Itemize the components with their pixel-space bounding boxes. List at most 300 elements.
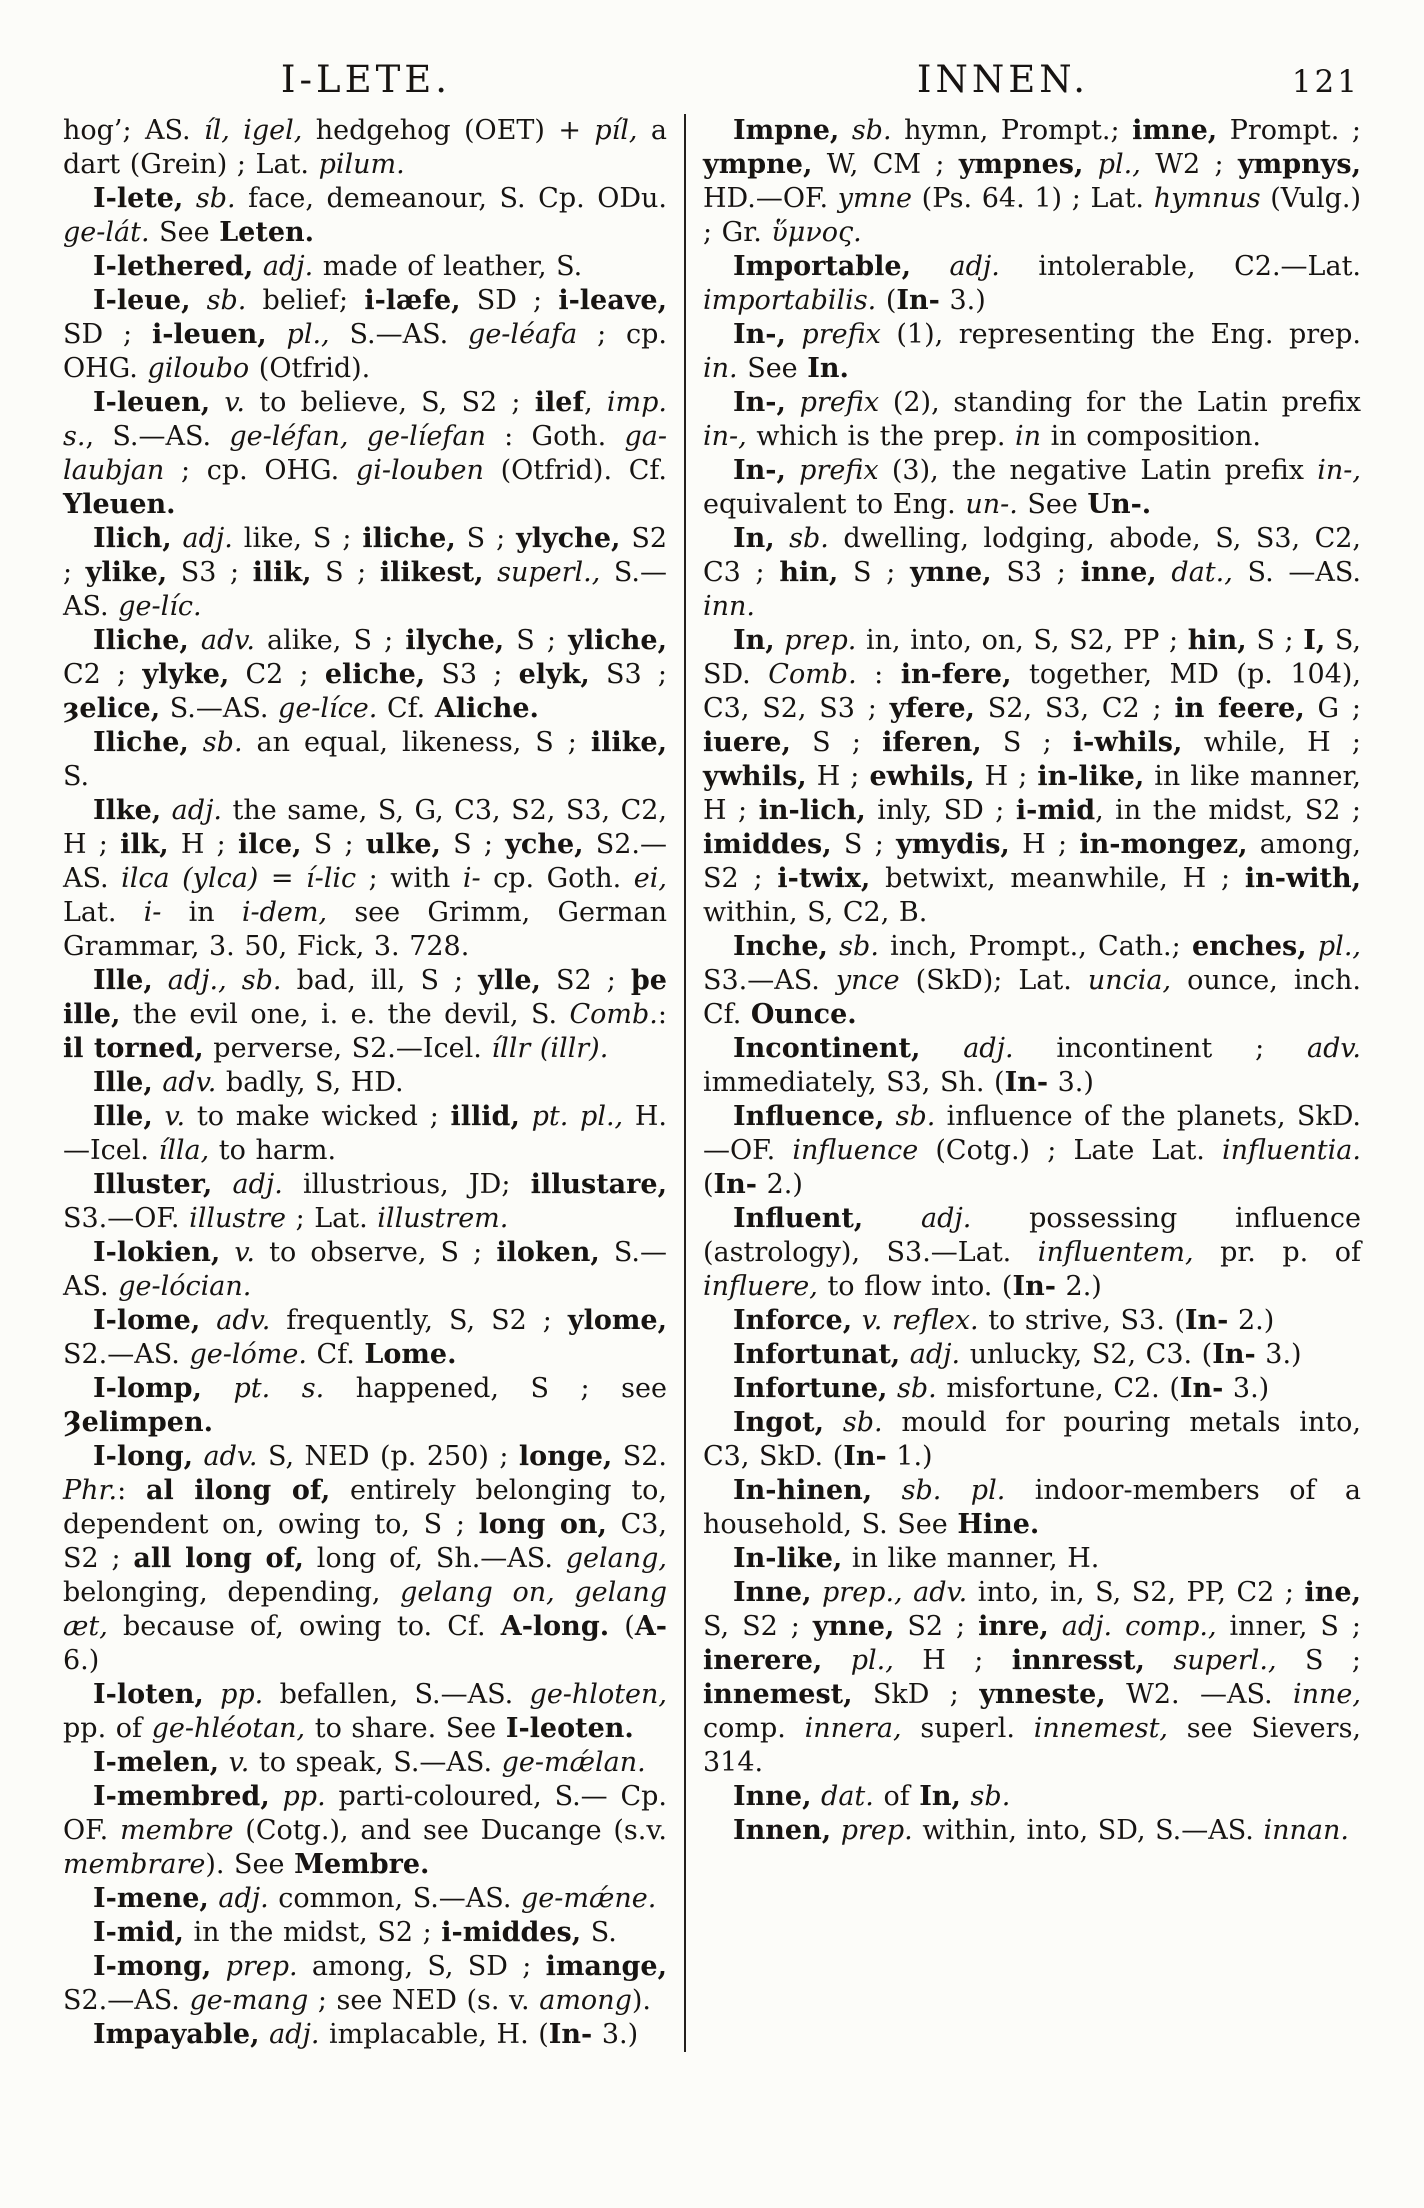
gloss-italic: adv. (188, 625, 255, 656)
gloss-italic: among (539, 1985, 632, 2016)
gloss-text: ; with (356, 863, 463, 894)
gloss-text: , S.—AS. (85, 421, 230, 452)
gloss-text: hymn, Prompt.; (891, 115, 1133, 146)
entry-ille (63, 964, 667, 1066)
gloss-italic: pl., (1083, 149, 1141, 180)
variant-form: iferen, (882, 727, 982, 758)
gloss-text: G ; (1304, 693, 1362, 724)
gloss-text: face, demeanour, S. Cp. ODu. (235, 183, 667, 214)
gloss-italic: innemest, (1033, 1713, 1168, 1744)
text-columns (63, 114, 1361, 2052)
variant-form: ilik, (252, 557, 312, 588)
entry-ingot (703, 1406, 1361, 1474)
entry-i-lome (63, 1304, 667, 1372)
gloss-italic: sb. (960, 1781, 1011, 1812)
gloss-italic: giloubo (147, 353, 250, 384)
variant-form: ynneste, (979, 1679, 1106, 1710)
gloss-italic: in. (703, 353, 738, 384)
gloss-italic: prep., adv. (811, 1577, 968, 1608)
gloss-text: ; see NED (s. v. (308, 1985, 540, 2016)
gloss-italic: adj., sb. (152, 965, 282, 996)
variant-form: in-lich, (758, 795, 866, 826)
gloss-text: in like manner, H ; (703, 761, 1361, 826)
headword: Inne, (733, 1781, 812, 1812)
gloss-italic: sb. (824, 1407, 883, 1438)
headword: Ilke, (93, 795, 162, 826)
gloss-italic: ge-líce. (278, 693, 378, 724)
gloss-italic: adj. (920, 1033, 1014, 1064)
entry-i-mid (63, 1916, 667, 1950)
gloss-text: inly, SD ; (865, 795, 1016, 826)
headword: Innen, (733, 1815, 832, 1846)
gloss-text: S ; (455, 523, 517, 554)
variant-form: Hine. (957, 1509, 1040, 1540)
gloss-text: (Cotg.) ; Late Lat. (918, 1135, 1223, 1166)
gloss-italic: gi-louben (355, 455, 484, 486)
gloss-text: to strive, S3. ( (978, 1305, 1185, 1336)
entry-i-lethered (63, 250, 667, 284)
gloss-text: because of, owing to. Cf. (107, 1611, 501, 1642)
gloss-italic: adj. (911, 251, 1000, 282)
variant-form: ympnes, (958, 149, 1084, 180)
gloss-text: belonging, depending, (63, 1577, 401, 1608)
variant-form: elyk, (518, 659, 590, 690)
variant-form: in feere, (1174, 693, 1305, 724)
headword: Influent, (733, 1203, 864, 1234)
gloss-text: See (1017, 489, 1088, 520)
entry-i-lomp (63, 1372, 667, 1440)
gloss-text: made of leather, S. (313, 251, 583, 282)
entry-in (703, 624, 1361, 930)
entry-in- (703, 386, 1361, 454)
gloss-italic: gelang on, gelang æt, (63, 1577, 667, 1642)
gloss-italic: pp. (203, 1679, 264, 1710)
gloss-text: (Otfrid). (249, 353, 371, 384)
gloss-text: S. (581, 1917, 617, 1948)
headword: Inne, (733, 1577, 812, 1608)
variant-form: ymydis, (896, 829, 1010, 860)
variant-form: þe ille, (63, 965, 667, 1030)
gloss-text: badly, S, HD. (216, 1067, 404, 1098)
gloss-text: : Goth. (485, 421, 625, 452)
gloss-italic: adv. (1306, 1033, 1361, 1064)
gloss-text: illustrious, JD; (282, 1169, 531, 1200)
gloss-text: in the midst, S2 ; (183, 1917, 442, 1948)
variant-form: illid, (450, 1101, 520, 1132)
gloss-italic: ge-mǽlan. (501, 1747, 646, 1778)
variant-form: iuere, (703, 727, 791, 758)
variant-form: ynne, (910, 557, 992, 588)
variant-form: Leten. (219, 217, 315, 248)
gloss-text: C3, S2 ; (63, 1509, 668, 1574)
entry-impayable (63, 2018, 667, 2052)
variant-form: yfere, (889, 693, 975, 724)
gloss-italic: in-, (1317, 455, 1361, 486)
gloss-text: 3.) (1223, 1373, 1270, 1404)
gloss-text: 3.) (1255, 1339, 1302, 1370)
gloss-text: S3.—OF. (63, 1203, 190, 1234)
gloss-text: S2.—AS. (63, 829, 668, 894)
gloss-italic: ei, (633, 863, 667, 894)
variant-form: In- (548, 2019, 593, 2050)
variant-form: A-long. (500, 1611, 610, 1642)
headword: I-long, (93, 1441, 194, 1472)
gloss-italic: sb. (188, 727, 243, 758)
variant-form: i-twix, (777, 863, 871, 894)
gloss-text: the same, S, G, C3, S2, S3, C2, H ; (63, 795, 668, 860)
gloss-italic: Comb. (569, 999, 658, 1030)
gloss-text: to speak, S.—AS. (249, 1747, 502, 1778)
variant-form: yche, (505, 829, 584, 860)
gloss-italic: un-. (965, 489, 1018, 520)
headword: Illuster, (93, 1169, 213, 1200)
gloss-text: H ; (168, 829, 238, 860)
headword: Incontinent, (733, 1033, 921, 1064)
entry-i-mong (63, 1950, 667, 2018)
gloss-text: to observe, S ; (255, 1237, 497, 1268)
gloss-text: (Cotg.), and see Ducange (s.v. (233, 1815, 667, 1846)
gloss-italic: adj. (208, 1883, 269, 1914)
gloss-text: to believe, S, S2 ; (245, 387, 535, 418)
headword: In-, (733, 319, 786, 350)
gloss-italic: prefix (785, 455, 879, 486)
variant-form: ȝelice, (63, 693, 161, 724)
gloss-italic: uncia, (1087, 965, 1172, 996)
headword: Infortunat, (733, 1339, 901, 1370)
gloss-italic: sb. pl. (872, 1475, 1006, 1506)
entry-i-melen (63, 1746, 667, 1780)
headword: In-, (733, 455, 786, 486)
variant-form: ulke, (365, 829, 441, 860)
gloss-text: H ; (806, 761, 870, 792)
entry-in-hinen (703, 1474, 1361, 1542)
running-head-left: I-LETE. (280, 58, 452, 101)
gloss-text: long of, Sh.—AS. (303, 1543, 566, 1574)
variant-form: In- (896, 285, 940, 316)
variant-form: i-leave, (558, 285, 667, 316)
gloss-italic: superl., (483, 557, 601, 588)
gloss-text: (Ps. 64. 1) ; Lat. (911, 183, 1154, 214)
variant-form: hin, (1187, 625, 1247, 656)
variant-form: yliche, (568, 625, 667, 656)
headword: Inforce, (733, 1305, 853, 1336)
gloss-italic: ge-mang (189, 1985, 309, 2016)
variant-form: ylyke, (142, 659, 230, 690)
headword: Inche, (733, 931, 828, 962)
headword: I-lethered, (93, 251, 254, 282)
gloss-text: S ; (790, 727, 883, 758)
variant-form: ilce, (237, 829, 302, 860)
gloss-text: S.—AS. (329, 319, 469, 350)
gloss-text: SD ; (460, 285, 559, 316)
variant-form: ynne, (812, 1611, 895, 1642)
variant-form: Lome. (364, 1339, 457, 1370)
variant-form: inerere, (703, 1645, 823, 1676)
gloss-text: S ; (1246, 625, 1304, 656)
gloss-italic: adj. (900, 1339, 961, 1370)
gloss-text: superl. (901, 1713, 1034, 1744)
gloss-text: misfortune, C2. ( (936, 1373, 1180, 1404)
headword: I-lokien, (93, 1237, 221, 1268)
variant-form: I-leoten. (505, 1713, 634, 1744)
entry-i-lokien (63, 1236, 667, 1304)
gloss-italic: v. (220, 1237, 256, 1268)
gloss-italic: adj. (161, 795, 223, 826)
gloss-text: S ; (311, 557, 380, 588)
gloss-text: S3 ; (589, 659, 667, 690)
variant-form: al ilong of, (145, 1475, 331, 1506)
gloss-italic: in-, (703, 421, 747, 452)
gloss-italic: ge-lóme. (189, 1339, 307, 1370)
gloss-text: W, CM ; (812, 149, 959, 180)
gloss-italic: influentem, (1037, 1237, 1194, 1268)
entry-i-loten (63, 1678, 667, 1746)
gloss-italic: innera, (804, 1713, 902, 1744)
variant-form: ylyche, (516, 523, 621, 554)
gloss-text: 3.) (592, 2019, 639, 2050)
gloss-text: among, S, SD ; (297, 1951, 546, 1982)
variant-form: In- (713, 1169, 758, 1200)
variant-form: ylle, (478, 965, 541, 996)
headword: In-like, (733, 1543, 843, 1574)
gloss-text: within, into, SD, S.—AS. (912, 1815, 1264, 1846)
gloss-text: S, SD. (703, 625, 1361, 690)
gloss-text: W2. —AS. (1105, 1679, 1294, 1710)
gloss-text: an equal, likeness, S ; (242, 727, 591, 758)
variant-form: Membre. (294, 1849, 430, 1880)
gloss-text: 2.) (1228, 1305, 1275, 1336)
variant-form: in-mongez, (1079, 829, 1248, 860)
gloss-text: S ; (1276, 1645, 1362, 1676)
gloss-text: pp. of (63, 1713, 152, 1744)
gloss-italic: ge-mǽne. (521, 1883, 657, 1914)
headword: Iliche, (93, 727, 189, 758)
gloss-italic: prep. (774, 625, 857, 656)
gloss-text: while, H ; (1182, 727, 1361, 758)
headword: In-hinen, (733, 1475, 873, 1506)
variant-form: ywhils, (703, 761, 807, 792)
headword: Ingot, (733, 1407, 825, 1438)
gloss-text: which is the prep. (746, 421, 1016, 452)
headword: I-membred, (93, 1781, 270, 1812)
gloss-text: S2. (612, 1441, 667, 1472)
gloss-italic: adj. (212, 1169, 283, 1200)
entry-in-like (703, 1542, 1361, 1576)
right-column (686, 114, 1361, 2052)
gloss-italic: prep. (211, 1951, 298, 1982)
gloss-italic: v. (219, 1747, 250, 1778)
gloss-text: unlucky, S2, C3. ( (960, 1339, 1213, 1370)
gloss-italic: adv. (193, 1441, 258, 1472)
gloss-text: 3.) (1048, 1067, 1094, 1098)
variant-form: i-læfe, (364, 285, 461, 316)
variant-form: ylike, (85, 557, 168, 588)
gloss-text: Lat. (63, 897, 144, 928)
variant-form: Yleuen. (63, 489, 176, 520)
entry-innen (703, 1814, 1361, 1848)
gloss-italic: ge-lát. (63, 217, 150, 248)
entry-i-mene (63, 1882, 667, 1916)
gloss-italic: sb. (183, 183, 236, 214)
gloss-text: HD.—OF. (703, 183, 838, 214)
gloss-italic: ge-hléotan, (151, 1713, 306, 1744)
gloss-text: S ; (981, 727, 1073, 758)
headword: Infortune, (733, 1373, 888, 1404)
gloss-italic: influence (792, 1135, 919, 1166)
gloss-italic: pl., (822, 1645, 894, 1676)
variant-form: imiddes, (703, 829, 832, 860)
gloss-text: alike, S ; (254, 625, 406, 656)
gloss-italic: in (1015, 421, 1042, 452)
variant-form: In- (1004, 1067, 1049, 1098)
gloss-text: equivalent to Eng. (703, 489, 966, 520)
variant-form: In- (1212, 1339, 1256, 1370)
gloss-text: Prompt. ; (1217, 115, 1361, 146)
variant-form: i-leuen, (151, 319, 267, 350)
gloss-italic: inne, (1293, 1679, 1361, 1710)
entry-inne (703, 1780, 1361, 1814)
gloss-text: intolerable, C2.—Lat. (999, 251, 1361, 282)
variant-form: longe, (518, 1441, 613, 1472)
gloss-text: S ; (301, 829, 366, 860)
gloss-text: mould for pouring metals into, C3, SkD. ( (703, 1407, 1361, 1472)
gloss-text: S3.—AS. (703, 965, 836, 996)
variant-form: ilyche, (405, 625, 505, 656)
variant-form: ine, (1304, 1577, 1361, 1608)
gloss-text: (3), the negative Latin prefix (878, 455, 1318, 486)
gloss-text: to make wicked ; (185, 1101, 451, 1132)
gloss-italic: ge-líc. (118, 591, 202, 622)
entry-i-long (63, 1440, 667, 1678)
variant-form: i-whils, (1072, 727, 1183, 758)
gloss-italic: Phr. (63, 1475, 118, 1506)
variant-form: inre, (978, 1611, 1049, 1642)
headword: I-lete, (93, 183, 184, 214)
gloss-italic: superl., (1144, 1645, 1277, 1676)
gloss-text: S. (63, 761, 90, 792)
gloss-text: , (584, 387, 607, 418)
gloss-text: S, NED (p. 250) ; (257, 1441, 519, 1472)
gloss-text: See (737, 353, 808, 384)
gloss-text: see Grimm, German Grammar, 3. 50, Fick, 3. 728. (63, 897, 667, 962)
gloss-text: SkD ; (852, 1679, 980, 1710)
gloss-text: C2 ; (63, 659, 143, 690)
gloss-text: S.—AS. (63, 557, 668, 622)
entry-impne (703, 114, 1361, 250)
gloss-text: ). (631, 1985, 651, 2016)
variant-form: innemest, (703, 1679, 853, 1710)
headword: I-melen, (93, 1747, 220, 1778)
gloss-italic: pilum. (318, 149, 405, 180)
gloss-text: S2 ; (540, 965, 631, 996)
variant-form: In. (807, 353, 849, 384)
headword: Ille, (93, 1101, 153, 1132)
variant-form: ympnys, (1237, 149, 1361, 180)
gloss-italic: sb. (190, 285, 247, 316)
gloss-text: ( (876, 285, 897, 316)
variant-form: ilk, (120, 829, 169, 860)
gloss-text: H.—Icel. (63, 1101, 667, 1166)
variant-form: iloken, (496, 1237, 600, 1268)
gloss-text: happened, S ; see (324, 1373, 667, 1404)
variant-form: i-mid (1015, 795, 1096, 826)
gloss-italic: inn. (703, 591, 755, 622)
variant-form: In, (919, 1781, 961, 1812)
variant-form: I, (1303, 625, 1326, 656)
gloss-italic: illustrem. (377, 1203, 509, 1234)
gloss-text: implacable, H. ( (319, 2019, 549, 2050)
gloss-italic: membre (120, 1815, 234, 1846)
gloss-text: (2), standing for the Latin prefix (879, 387, 1361, 418)
gloss-text: S2.—AS. (63, 1339, 190, 1370)
variant-form: In- (1184, 1305, 1229, 1336)
gloss-text: to harm. (209, 1135, 337, 1166)
variant-form: imne, (1132, 115, 1218, 146)
gloss-italic: ílla, (158, 1135, 210, 1166)
running-head-right: INNEN. (916, 58, 1090, 101)
variant-form: ilike, (590, 727, 667, 758)
gloss-text: H ; (893, 1645, 1012, 1676)
gloss-text: befallen, S.—AS. (263, 1679, 530, 1710)
gloss-italic: prefix (785, 319, 881, 350)
gloss-text: S, S2 ; (703, 1611, 813, 1642)
gloss-italic: prefix (785, 387, 880, 418)
variant-form: ylome, (567, 1305, 667, 1336)
headword: I-mid, (93, 1917, 184, 1948)
gloss-text: Cf. (377, 693, 435, 724)
gloss-text: in, into, on, S, S2, PP ; (856, 625, 1188, 656)
variant-form: ilef (534, 387, 585, 418)
entry-ille (63, 1066, 667, 1100)
entry-i-leue (63, 284, 667, 386)
gloss-text: (Vulg.) ; Gr. (703, 183, 1361, 248)
gloss-italic: ynce (835, 965, 900, 996)
gloss-text: a dart (Grein) ; Lat. (63, 115, 667, 180)
gloss-italic: pl., (266, 319, 330, 350)
gloss-text: ( (609, 1611, 635, 1642)
gloss-text: influence of the planets, SkD.—OF. (703, 1101, 1361, 1166)
gloss-italic: ge-léfan, ge-líefan (229, 421, 486, 452)
gloss-text: : (117, 1475, 146, 1506)
gloss-italic: adj. (259, 2019, 320, 2050)
headword: Influence, (733, 1101, 885, 1132)
variant-form: hin, (779, 557, 839, 588)
gloss-text: 3.) (939, 285, 986, 316)
gloss-italic: v. reflex. (852, 1305, 979, 1336)
entry-ilke (63, 794, 667, 964)
gloss-italic: ὕμνος. (771, 217, 862, 248)
gloss-text: Cf. (306, 1339, 365, 1370)
headword: In-, (733, 387, 786, 418)
gloss-text: S ; (440, 829, 506, 860)
gloss-text: dwelling, lodging, abode, S, S3, C2, C3 ; (703, 523, 1361, 588)
headword: Impne, (733, 115, 840, 146)
gloss-text: common, S.—AS. (268, 1883, 522, 1914)
gloss-text: like, S ; (232, 523, 363, 554)
gloss-text: in composition. (1041, 421, 1261, 452)
variant-form: in-fere, (900, 659, 1012, 690)
gloss-text: frequently, S, S2 ; (270, 1305, 568, 1336)
gloss-text: to share. See (305, 1713, 506, 1744)
gloss-italic: ilca (ylca) = í-lic (121, 863, 357, 894)
entry-inche (703, 930, 1361, 1032)
gloss-italic: pp. (269, 1781, 326, 1812)
entry-illuster (63, 1168, 667, 1236)
variant-form: In- (1179, 1373, 1224, 1404)
entry-i-lete (63, 182, 667, 250)
gloss-italic: influere, (703, 1271, 818, 1302)
entry-importable (703, 250, 1361, 318)
